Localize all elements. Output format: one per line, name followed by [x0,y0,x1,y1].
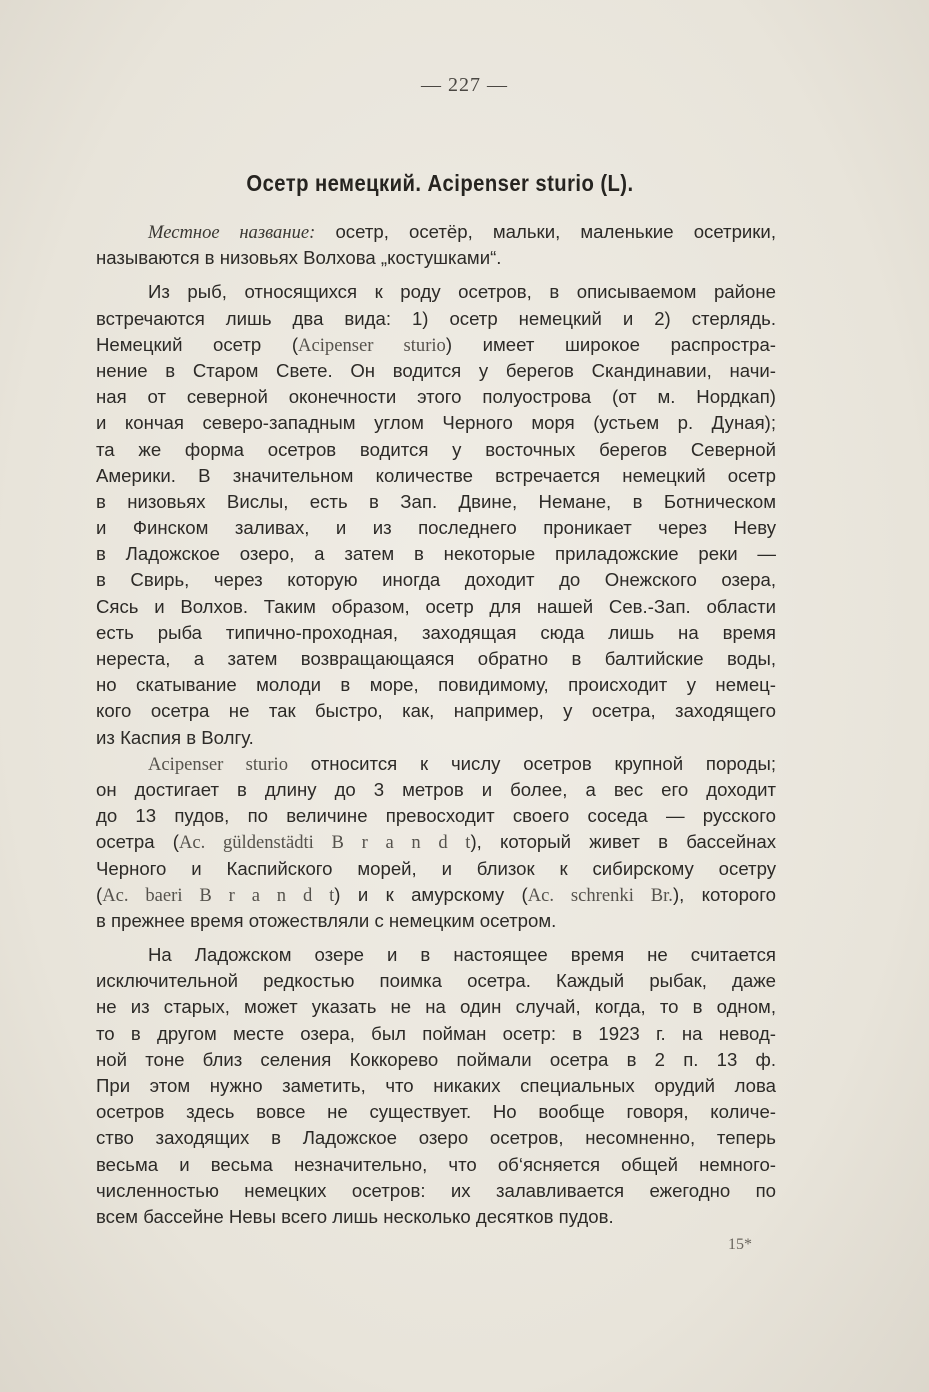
text-line: кого осетра не так быстро, как, например, у осетра, заходящего [96,700,776,722]
latin-name: Acipenser sturio [148,753,289,775]
text-line: Черного и Каспийского морей, и близок к сибирскому осетру [96,857,776,879]
text-line: и кончая северо-западным углом Черного моря (устьем р. Дуная); [96,412,776,434]
text-line [96,751,776,777]
text-line: всем бассейне Невы всего лишь несколько десятков пудов. [96,1205,614,1227]
text-line: ство заходящих в Ладожское озеро осетров, несомненно, теперь [96,1127,776,1149]
latin-name: Acipenser sturio [298,334,446,356]
text-line: в Ладожское озеро, а затем в некоторые приладожские реки — [96,543,776,565]
text-segment: ), который живет в бассейнах [470,831,776,853]
text-line: нереста, а затем возвращающаяся обратно в балтийские воды, [96,648,776,669]
text-line [96,219,776,245]
text-line [96,332,776,358]
text-segment: ) имеет широкое распростра- [445,333,776,355]
local-name-label: Местное название: [148,222,316,243]
text-line: то в другом месте озера, был пойман осетр: в 1923 г. на невод- [96,1022,776,1044]
text-line: есть рыба типично-проходная, заходящая сюда лишь на время [96,621,776,643]
text-line [96,882,776,908]
body-text [96,219,776,1230]
text-segment: осетр, осетёр, мальки, маленькие осетрики, [315,221,776,242]
text-line: называются в низовьях Волхова „костушками“. [96,247,502,269]
text-line: ная от северной оконечности этого полуострова (от м. Нордкап) [96,386,776,408]
text-line: Из рыб, относящихся к роду осетров, в описываемом районе [148,281,776,303]
signature-mark: 15* [728,1236,752,1253]
latin-name: Ac. schrenki Br. [527,884,673,906]
text-line: численностью немецких осетров: их залавливается ежегодно по [96,1179,776,1201]
text-line: но скатывание молоди в море, повидимому, происходит у немец- [96,674,776,696]
page-number: — 227 — [421,74,508,96]
latin-name: Ac. güldenstädti B r a n d t [178,832,471,854]
text-line: из Каспия в Волгу. [96,726,254,748]
text-line: в прежнее время отожествляли с немецким осетром. [96,909,557,931]
paragraph-distribution [96,279,776,750]
text-line: нение в Старом Свете. Он водится у берегов Скандинавии, начи- [96,359,776,381]
text-line: Америки. В значительном количестве встречается немецкий осетр [96,464,776,486]
text-segment: ( [96,883,103,905]
text-line: в Свирь, через которую иногда доходит до Онежского озера, [96,569,776,591]
text-line: он достигает в длину до 3 метров и более, а вес его доходит [96,778,776,800]
text-line: На Ладожском озере и в настоящее время не считается [148,944,776,966]
text-line: в низовьях Вислы, есть в Зап. Двине, Немане, в Ботническом [96,490,776,512]
text-segment: ), которого [672,883,776,905]
text-line: до 13 пудов, по величине превосходит своего соседа — русского [96,805,776,827]
text-segment: Немецкий осетр ( [96,333,299,355]
text-line: весьма и весьма незначительно, что об‘ясняется общей немного- [96,1153,776,1175]
text-segment: ) и к амурскому ( [334,883,528,905]
text-line: При этом нужно заметить, что никаких специальных орудий лова [96,1075,776,1096]
text-segment: осетра ( [96,831,179,853]
text-line: и Финском заливах, и из последнего проникает через Неву [96,517,776,539]
paragraph-size [96,751,776,934]
text-line: не из старых, может указать не на один случай, когда, то в одном, [96,996,776,1018]
paragraph-local-name [96,219,776,271]
text-line [96,829,776,855]
page-title: Осетр немецкий. Acipenser sturio (L). [246,170,634,196]
text-segment: относится к числу осетров крупной породы; [288,752,776,774]
text-line: осетров здесь вовсе не существует. Но вообще говоря, количе- [96,1101,776,1123]
text-line: ной тоне близ селения Коккорево поймали осетра в 2 п. 13 ф. [96,1048,776,1070]
text-line: та же форма осетров водится у восточных берегов Северной [96,438,776,460]
text-line: Сясь и Волхов. Таким образом, осетр для нашей Сев.-Зап. области [96,595,776,617]
paragraph-ladoga [96,942,776,1230]
latin-name: Ac. baeri B r a n d t [102,884,335,906]
text-line: встречаются лишь два вида: 1) осетр немецкий и 2) стерлядь. [96,307,776,329]
text-line: исключительной редкостью поимка осетра. Каждый рыбак, даже [96,970,776,992]
